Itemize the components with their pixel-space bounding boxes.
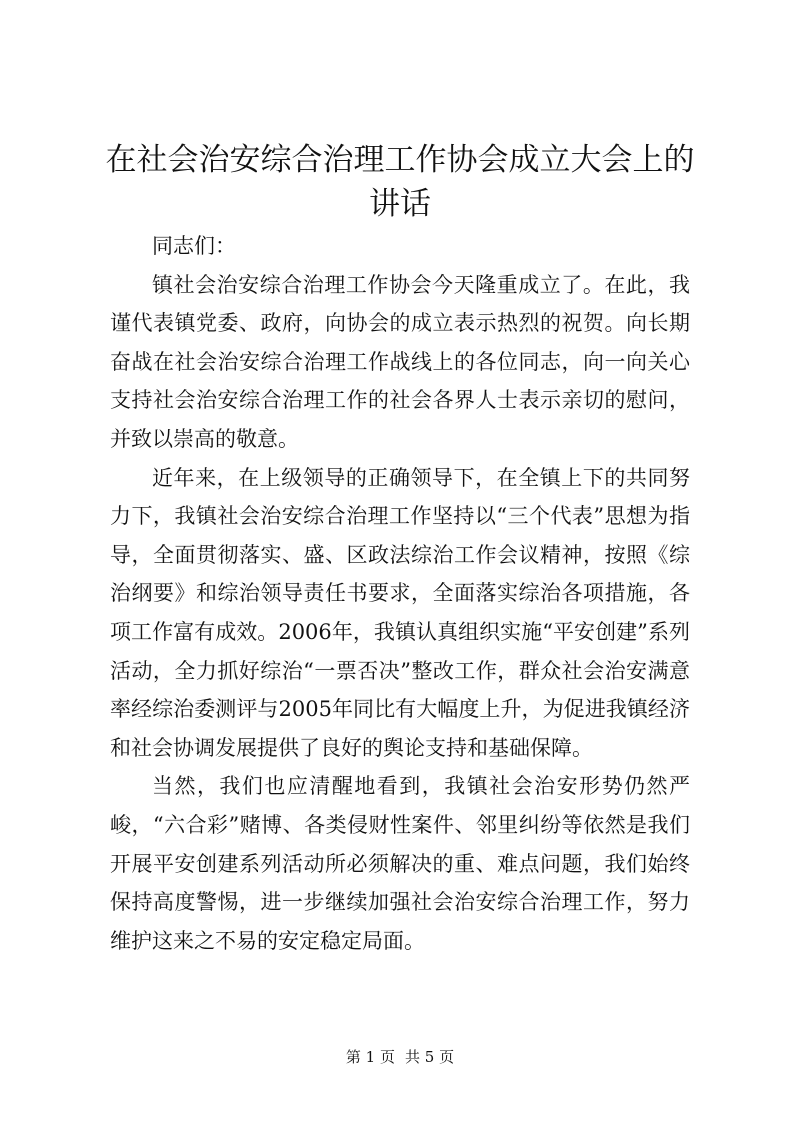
page-total: 共 5 页 [405,1048,455,1066]
paragraph-2: 近年来，在上级领导的正确领导下，在全镇上下的共同努力下，我镇社会治安综合治理工作坚持以“三个代表”思想为指导，全面贯彻落实、盛、区政法综治工作会议精神，按照《综治纲要》和综治领导责任书要求，全面落实综治各项措施，各项工作富有成效。2006年，我镇认真组织实施“平安创建”系列活动，全力抓好综治“一票否决”整改工作，群众社会治安满意率经综治委测评与2005年同比有大幅度上升，为促进我镇经济和社会协调发展提供了良好的舆论支持和基础保障。 [110,465,690,760]
paragraph-1: 镇社会治安综合治理工作协会今天隆重成立了。在此，我谨代表镇党委、政府，向协会的成立表示热烈的祝贺。向长期奋战在社会治安综合治理工作战线上的各位同志，向一向关心支持社会治安综合治理工作的社会各界人士表示亲切的慰问，并致以崇高的敬意。 [110,272,690,451]
document-body [110,227,690,960]
page-number: 第 1 页 [345,1048,395,1066]
document-title: 在社会治安综合治理工作协会成立大会上的讲话 [105,142,695,222]
paragraph-3: 当然，我们也应清醒地看到，我镇社会治安形势仍然严峻，“六合彩”赌博、各类侵财性案件、邻里纠纷等依然是我们开展平安创建系列活动所必须解决的重、难点问题，我们始终保持高度警惕，进一步继续加强社会治安综合治理工作，努力维护这来之不易的安定稳定局面。 [110,774,690,953]
page-footer [0,1047,800,1067]
salutation: 同志们： [152,234,236,258]
